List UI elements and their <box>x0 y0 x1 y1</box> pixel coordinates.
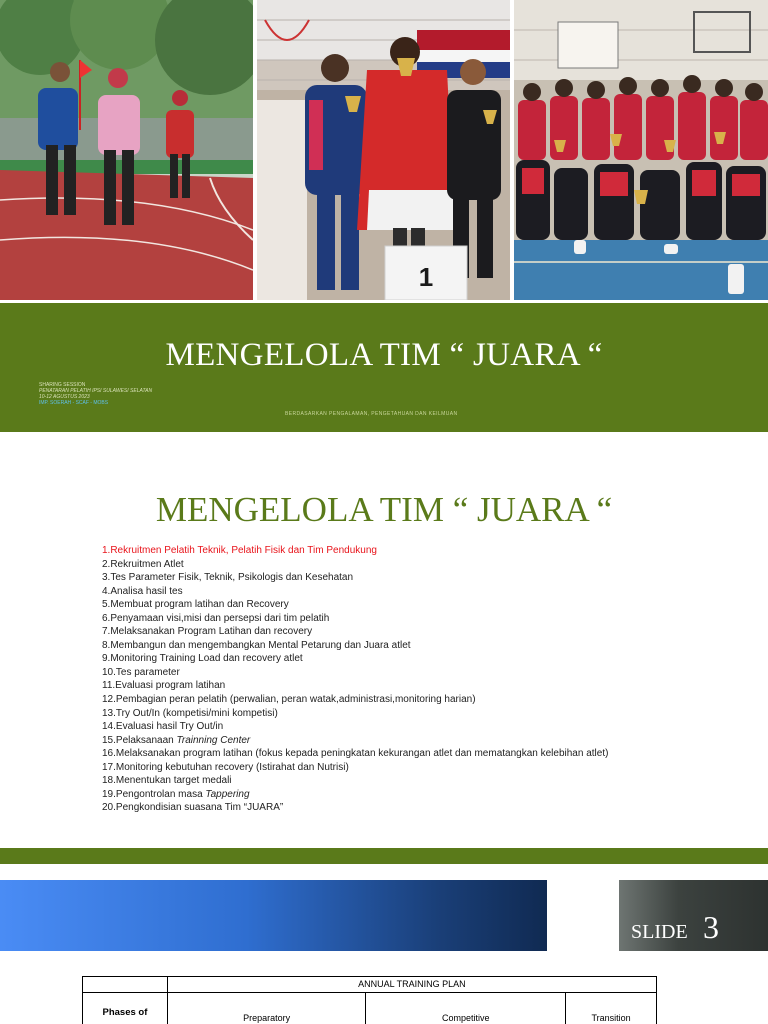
event-info-line: IMP. SOERAH - SCAF - MOBS <box>39 400 109 406</box>
list-item: 8.Membangun dan mengembangkan Mental Petarung dan Juara atlet <box>102 639 411 651</box>
list-item: 4.Analisa hasil tes <box>102 585 183 597</box>
podium-number: 1 <box>418 262 434 292</box>
team-group-photo <box>514 0 768 300</box>
event-info-line: 10-12 AGUSTUS 2023 <box>39 394 90 400</box>
list-item: 20.Pengkondisian suasana Tim “JUARA” <box>102 802 284 814</box>
slide-3-header-bar <box>0 880 547 951</box>
list-item <box>102 788 608 802</box>
list-item: 6.Penyamaan visi,misi dan persepsi dari tim pelatih <box>102 612 330 624</box>
phase-preparatory: Preparatory <box>167 993 366 1024</box>
list-item: 3.Tes Parameter Fisik, Teknik, Psikologis dan Kesehatan <box>102 572 354 584</box>
phases-label: Phases of <box>83 993 168 1024</box>
list-item: 9.Monitoring Training Load dan recovery atlet <box>102 653 303 665</box>
event-info <box>39 382 152 406</box>
phase-transition: Transition <box>566 993 657 1024</box>
list-item: 1.Rekruitmen Pelatih Teknik, Pelatih Fisik dan Tim Pendukung <box>102 545 377 556</box>
list-item: 18.Menentukan target medali <box>102 775 232 787</box>
list-item-text: 15.Pelaksanaan <box>102 734 177 746</box>
slide-number: 3 <box>703 909 719 945</box>
event-info-line: PENATARAN PELATIH IPSI SULAWESI SELATAN <box>39 388 153 394</box>
list-item-text: 19.Pengontrolan masa <box>102 788 206 800</box>
annual-training-plan-table <box>82 976 657 1024</box>
list-item: 16.Melaksanakan program latihan (fokus kepada peningkatan kekurangan atlet dan mematangkan kelebihan atlet) <box>102 748 609 760</box>
list-item: 2.Rekruitmen Atlet <box>102 558 184 570</box>
slide-2-title: MENGELOLA TIM “ JUARA “ <box>155 490 613 529</box>
list-item: 11.Evaluasi program latihan <box>102 680 226 692</box>
steps-list <box>102 544 608 815</box>
running-track-photo <box>0 0 253 300</box>
table-heading: ANNUAL TRAINING PLAN <box>167 977 656 993</box>
list-item: 5.Membuat program latihan dan Recovery <box>102 599 289 611</box>
slide-2-bottom-bar <box>0 848 768 864</box>
list-item: 17.Monitoring kebutuhan recovery (Istirahat dan Nutrisi) <box>102 761 349 773</box>
slide-label: SLIDE <box>631 921 688 943</box>
slide-3 <box>0 864 768 1024</box>
list-item: 12.Pembagian peran pelatih (perwalian, peran watak,administrasi,monitoring harian) <box>102 694 476 706</box>
list-item <box>102 734 608 748</box>
slide-2 <box>0 432 768 848</box>
phase-competitive: Competitive <box>366 993 566 1024</box>
title-band <box>0 303 768 432</box>
podium-photo <box>257 0 510 300</box>
slide-number-box <box>619 880 768 951</box>
title-slide-photos <box>0 0 768 300</box>
list-item-emphasis: Tappering <box>205 788 250 800</box>
list-item-emphasis: Trainning Center <box>176 734 251 746</box>
list-item: 7.Melaksanakan Program Latihan dan recovery <box>102 626 313 638</box>
list-item: 14.Evaluasi hasil Try Out/in <box>102 721 224 733</box>
subtitle-basis: BERDASARKAN PENGALAMAN, PENGETAHUAN DAN KEILMUAN <box>285 411 458 417</box>
list-item: 10.Tes parameter <box>102 666 180 678</box>
event-info-line: SHARING SESSION <box>39 382 86 388</box>
list-item: 13.Try Out/In (kompetisi/mini kompetisi) <box>102 707 278 719</box>
table-corner-cell <box>83 977 168 993</box>
main-title: MENGELOLA TIM “ JUARA “ <box>165 337 603 373</box>
annual-training-plan <box>60 954 680 1024</box>
